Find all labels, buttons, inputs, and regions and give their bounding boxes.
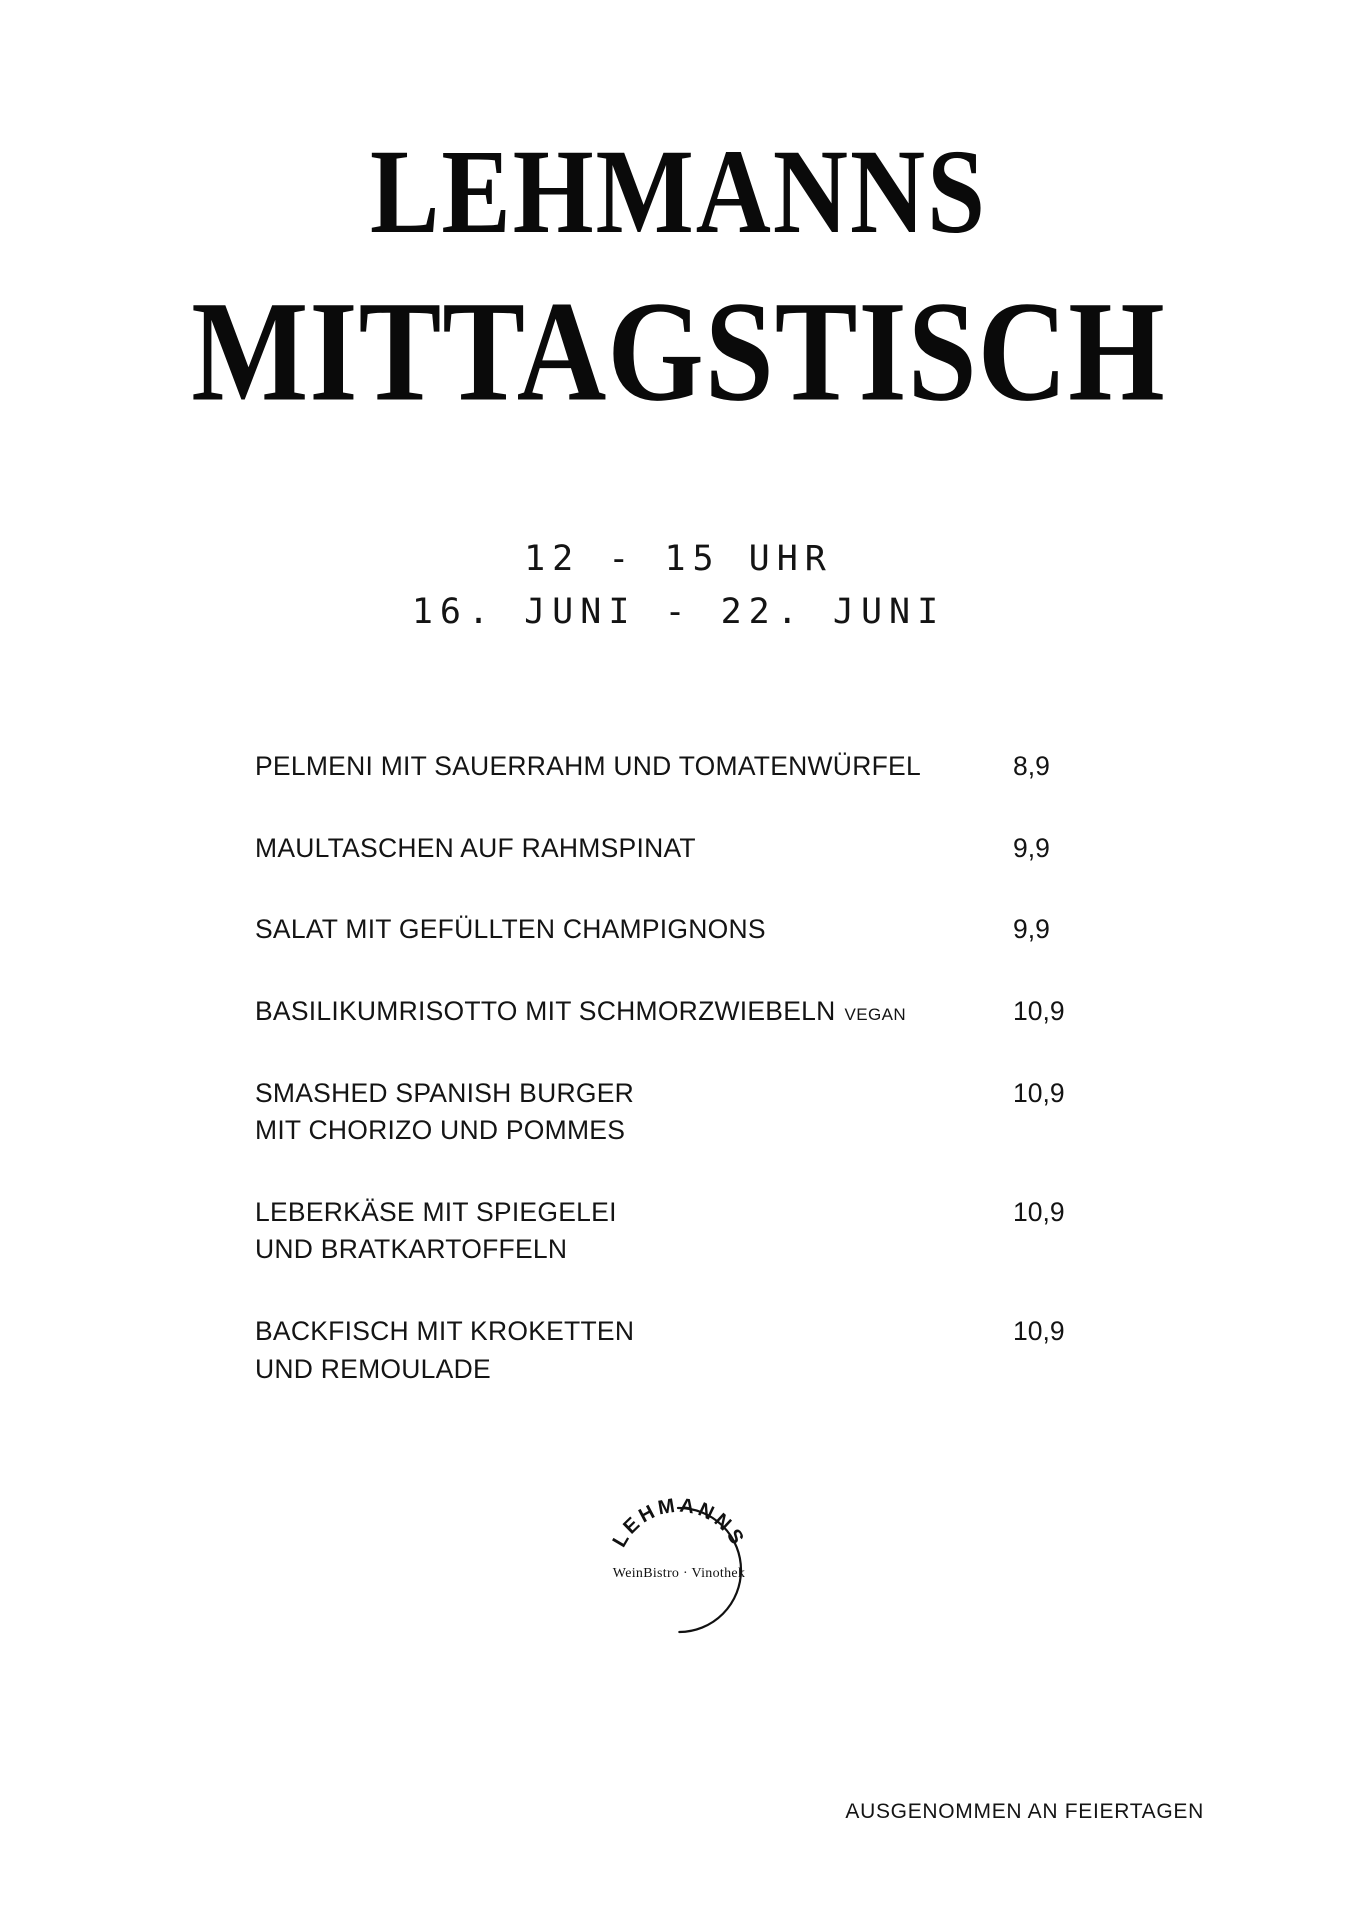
menu-item-name — [255, 1313, 985, 1388]
lehmanns-logo — [589, 1478, 769, 1658]
logo-arch-textpath: LEHMANNS — [608, 1494, 749, 1552]
menu-item-name-text: BASILIKUMRISOTTO MIT SCHMORZWIEBELN — [255, 995, 836, 1026]
menu-item-name-text: BACKFISCH MIT KROKETTEN — [255, 1316, 635, 1346]
menu-item-name — [255, 911, 985, 949]
menu-item-price: 10,9 — [1013, 1077, 1065, 1108]
menu-item — [255, 830, 1105, 868]
menu-item-name-line-1 — [255, 1194, 985, 1232]
menu-item-name-text: SALAT MIT GEFÜLLTEN CHAMPIGNONS — [255, 914, 766, 945]
menu-item-name-text: PELMENI MIT SAUERRAHM UND TOMATENWÜRFEL — [255, 751, 921, 781]
menu-item-name-line-1 — [255, 748, 985, 786]
logo-subtitle-text: WeinBistro · Vinothek — [612, 1566, 745, 1581]
menu-item-name-line-2: UND BRATKARTOFFELN — [255, 1234, 568, 1265]
menu-item-name — [255, 1075, 985, 1150]
menu-item — [255, 993, 1105, 1031]
menu-item — [255, 748, 1105, 786]
vegan-badge: VEGAN — [844, 1004, 907, 1024]
menu-item-price: 10,9 — [1013, 995, 1065, 1026]
menu-item-name-line-1 — [255, 1075, 985, 1113]
menu-item-name-line-2: MIT CHORIZO UND POMMES — [255, 1115, 626, 1146]
menu-item-name-line-1 — [255, 911, 985, 949]
menu-item-price: 10,9 — [1013, 1196, 1065, 1227]
menu-type-title: MITTAGSTISCH — [191, 271, 1166, 431]
menu-item-name-line-1 — [255, 993, 985, 1031]
opening-hours: 12 - 15 UHR — [524, 539, 833, 579]
menu-item-name — [255, 830, 985, 868]
subtitle-block — [0, 533, 1357, 639]
logo-arch-text — [608, 1494, 749, 1551]
date-range: 16. JUNI - 22. JUNI — [411, 592, 946, 633]
holiday-disclaimer: AUSGENOMMEN AN FEIERTAGEN — [845, 1800, 1204, 1823]
restaurant-name-title: LEHMANNS — [370, 125, 987, 259]
menu-item-name — [255, 1194, 985, 1269]
menu-item-name — [255, 993, 985, 1031]
menu-list — [255, 748, 1105, 1388]
masthead — [0, 125, 1357, 431]
menu-item-price: 9,9 — [1013, 914, 1050, 945]
menu-item — [255, 1313, 1105, 1388]
menu-item-name-line-1 — [255, 1313, 985, 1351]
menu-item-name-line-1 — [255, 830, 985, 868]
logo-circle-icon — [589, 1478, 769, 1658]
menu-item — [255, 1075, 1105, 1150]
menu-item — [255, 1194, 1105, 1269]
menu-item-name — [255, 748, 985, 786]
menu-item-name-line-2: UND REMOULADE — [255, 1353, 491, 1384]
menu-item-price: 9,9 — [1013, 832, 1050, 863]
menu-item-name-text: MAULTASCHEN AUF RAHMSPINAT — [255, 832, 696, 863]
menu-item — [255, 911, 1105, 949]
menu-item-price: 10,9 — [1013, 1316, 1065, 1346]
menu-item-name-text: LEBERKÄSE MIT SPIEGELEI — [255, 1196, 617, 1227]
menu-item-name-text: SMASHED SPANISH BURGER — [255, 1077, 635, 1108]
menu-item-price: 8,9 — [1013, 751, 1050, 781]
